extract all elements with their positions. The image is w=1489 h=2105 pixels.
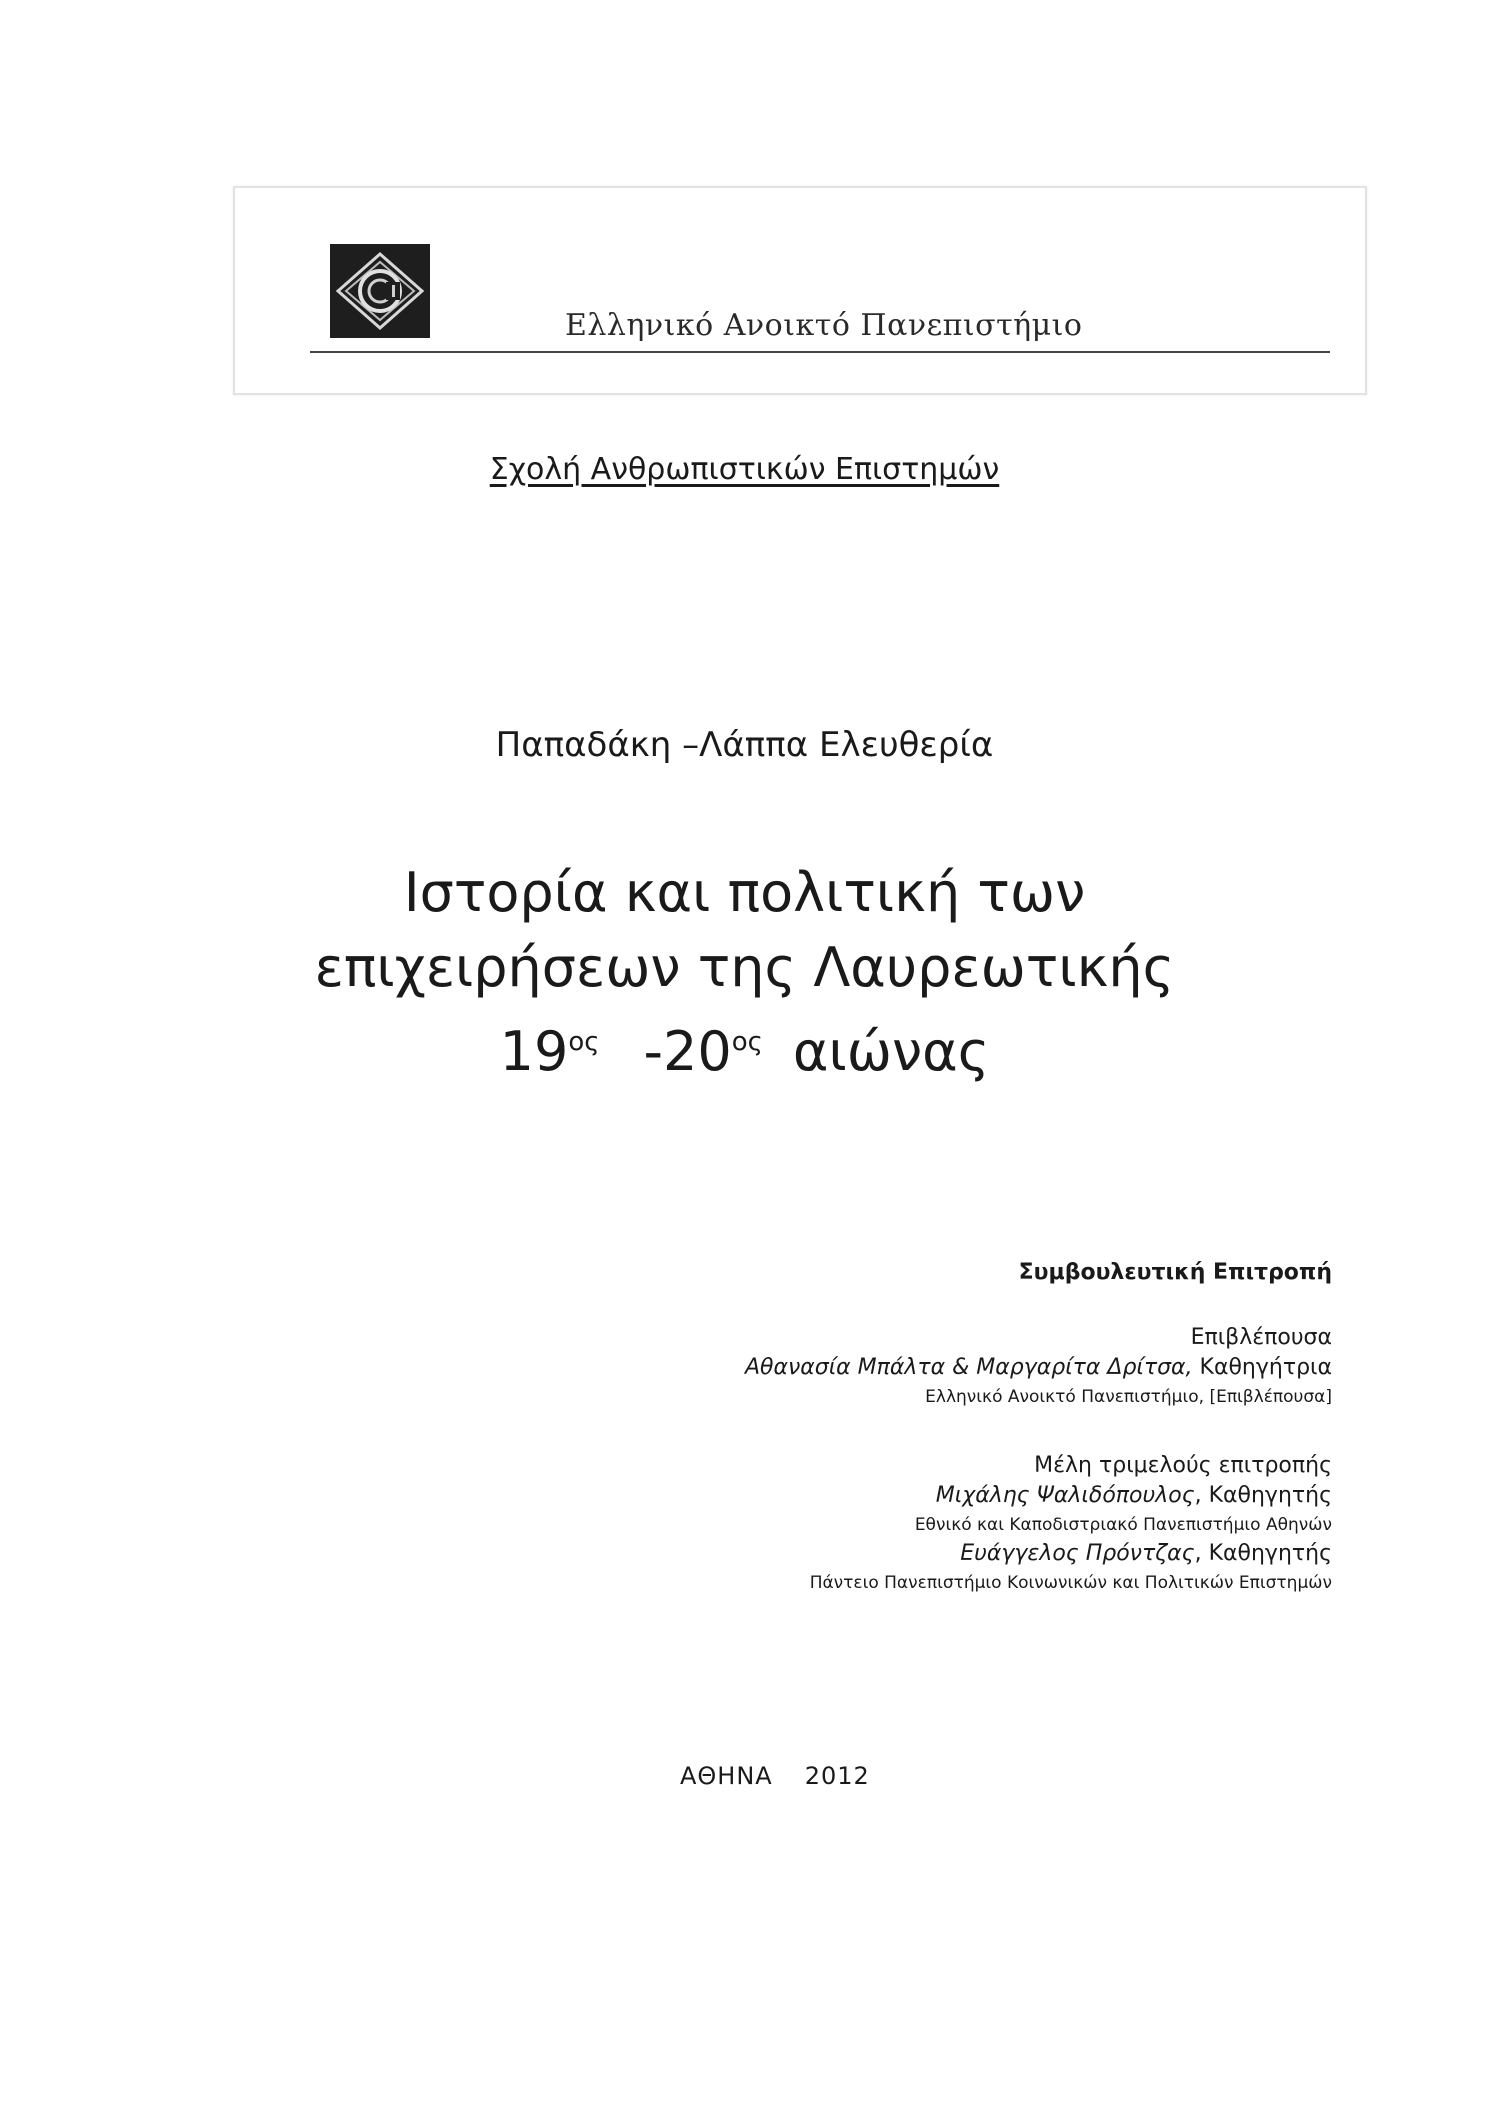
school-name: Σχολή Ανθρωπιστικών Επιστημών [489,452,1000,487]
year: 2012 [804,1762,870,1790]
committee-member [432,1539,1332,1569]
supervisors-title: Καθηγήτρια [1199,1355,1332,1380]
committee-member [432,1481,1332,1511]
title-line-3 [0,1005,1489,1089]
header-banner [233,186,1367,395]
century-1-suffix: ος [568,1027,600,1057]
century-1: 19 [499,1020,569,1083]
supervisors [432,1353,1332,1383]
members-role: Μέλη τριμελούς επιτροπής [1034,1453,1332,1478]
committee-heading: Συμβουλευτική Επιτροπή [1018,1260,1332,1285]
university-seal-icon [330,244,430,338]
title-line-1: Ιστορία και πολιτική των [403,861,1086,924]
supervisors-affiliation: Ελληνικό Ανοικτό Πανεπιστήμιο, [Επιβλέπουσα] [925,1387,1332,1407]
author-name: Παπαδάκη –Λάππα Ελευθερία [495,725,994,765]
member-name: Ευάγγελος Πρόντζας [960,1541,1195,1566]
supervisors-names: Αθανασία Μπάλτα & Μαργαρίτα Δρίτσα, [744,1355,1193,1380]
member-title: , Καθηγητής [1194,1541,1332,1566]
member-affiliation: Εθνικό και Καποδιστριακό Πανεπιστήμιο Αθηνών [914,1515,1332,1535]
member-title: , Καθηγητής [1194,1483,1332,1508]
member-name: Μιχάλης Ψαλιδόπουλος [935,1483,1195,1508]
century-2: -20 [643,1020,732,1083]
century-word: αιώνας [792,1020,990,1083]
century-2-suffix: ος [731,1027,763,1057]
header-divider [310,351,1330,353]
place-and-year [680,1762,870,1790]
supervisor-role: Επιβλέπουσα [1190,1325,1332,1350]
thesis-title [0,855,1489,1089]
title-line-2: επιχειρήσεων της Λαυρεωτικής [314,936,1175,999]
member-affiliation: Πάντειο Πανεπιστήμιο Κοινωνικών και Πολιτικών Επιστημών [809,1573,1332,1593]
university-name: Ελληνικό Ανοικτό Πανεπιστήμιο [565,308,1083,343]
city: ΑΘΗΝΑ [680,1762,773,1790]
advisory-committee [432,1260,1332,1597]
